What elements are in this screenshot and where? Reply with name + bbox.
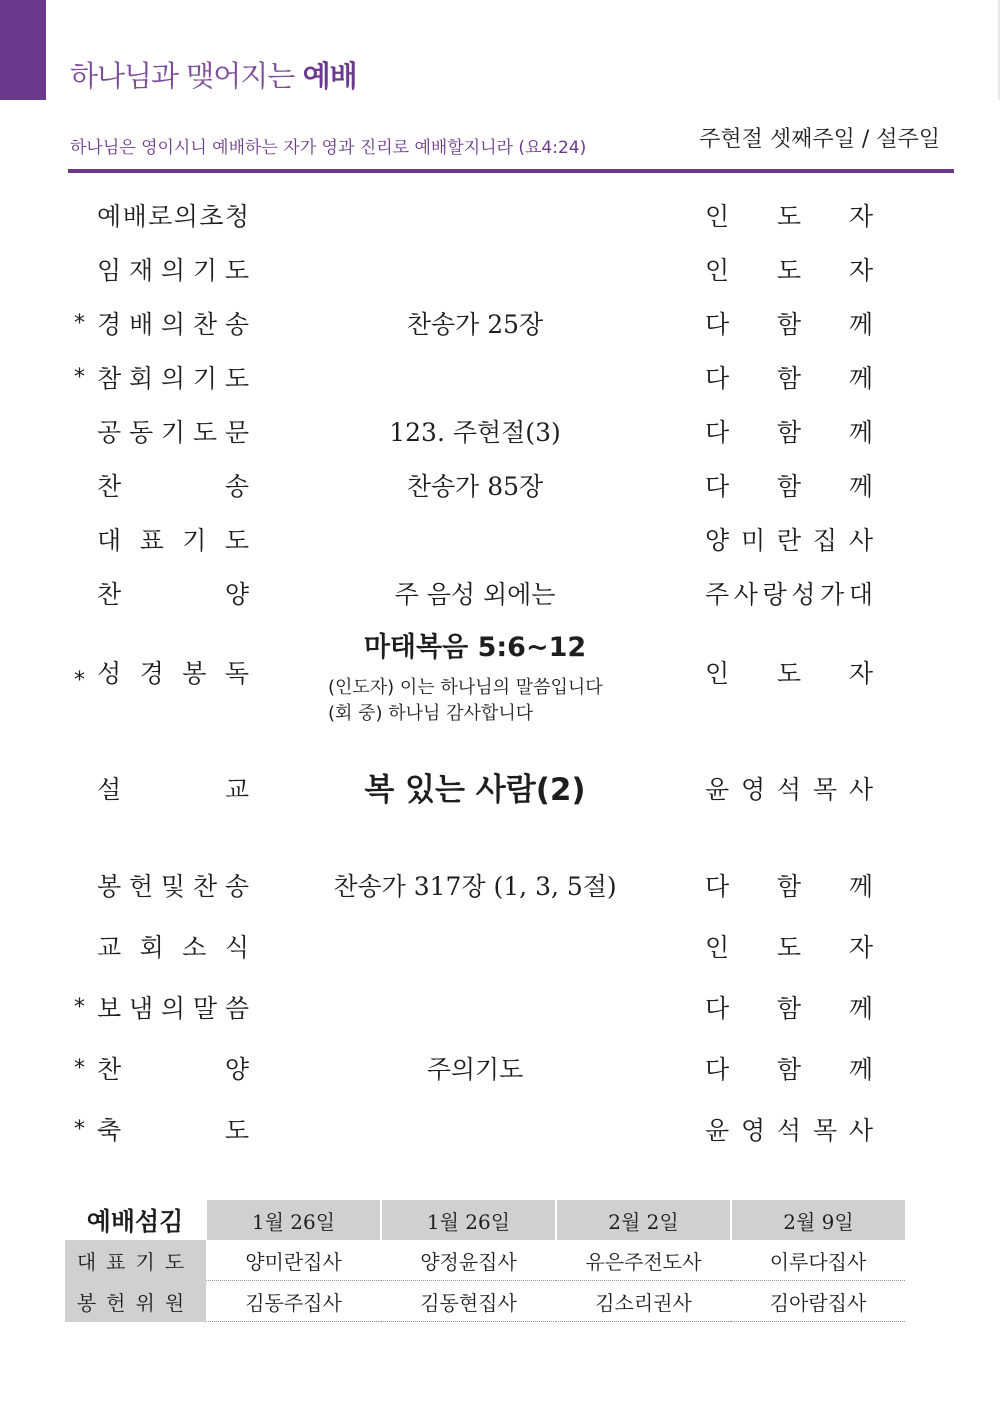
order-row xyxy=(0,359,1000,399)
order-row xyxy=(0,413,1000,453)
order-leader: 다 함 께 xyxy=(705,418,873,447)
order-leader: 주 사 랑 성 가 대 xyxy=(705,580,873,609)
order-leader: 인 도 자 xyxy=(705,202,873,231)
order-item-label: 성 경 봉 독 xyxy=(97,659,249,688)
sunday-label: 주현절 셋째주일 / 설주일 xyxy=(699,127,940,152)
order-content: 찬송가 317장 (1, 3, 5절) xyxy=(333,872,617,901)
order-content: 주 음성 외에는 xyxy=(394,580,556,609)
duty-date: 2월 2일 xyxy=(556,1200,731,1240)
order-row xyxy=(0,989,1000,1029)
order-row xyxy=(0,1050,1000,1090)
page-title xyxy=(70,54,357,95)
header-verse: 하나님은 영이시니 예배하는 자가 영과 진리로 예배할지니라 (요4:24) xyxy=(70,138,587,158)
order-item-label: 보 냄 의 말 씀 xyxy=(97,994,249,1023)
sermon-row xyxy=(0,770,1000,810)
order-leader: 다 함 께 xyxy=(705,872,873,901)
duty-cell: 양미란집사 xyxy=(206,1240,381,1281)
standing-mark: * xyxy=(74,311,85,336)
order-item-label: 찬 송 xyxy=(97,472,249,501)
standing-mark: * xyxy=(74,995,85,1020)
duty-cell: 이루다집사 xyxy=(731,1240,905,1281)
order-item-label: 찬 양 xyxy=(97,1055,249,1084)
order-leader: 양 미 란 집 사 xyxy=(705,526,873,555)
order-leader: 인 도 자 xyxy=(705,933,873,962)
order-leader: 다 함 께 xyxy=(705,472,873,501)
standing-mark: * xyxy=(74,1056,85,1081)
duty-row-label: 대표기도 xyxy=(65,1240,206,1281)
order-item-label: 찬 양 xyxy=(97,580,249,609)
order-leader: 다 함 께 xyxy=(705,994,873,1023)
duty-date: 1월 26일 xyxy=(206,1200,381,1240)
order-item-label: 축 도 xyxy=(97,1116,249,1145)
order-item-label: 예 배 로 의 초 청 xyxy=(97,202,249,231)
sermon-title: 복 있는 사람(2) xyxy=(364,772,586,808)
duty-cell: 김동주집사 xyxy=(206,1281,381,1322)
duty-table-title: 예배섬김 xyxy=(86,1207,184,1236)
duty-row-offering xyxy=(65,1281,905,1322)
order-leader: 윤 영 석 목 사 xyxy=(705,775,873,804)
order-row xyxy=(0,575,1000,615)
order-leader: 다 함 께 xyxy=(705,364,873,393)
standing-mark: * xyxy=(74,668,85,693)
order-row xyxy=(0,467,1000,507)
order-row xyxy=(0,305,1000,345)
order-content: 찬송가 85장 xyxy=(406,472,544,501)
bible-reading-row xyxy=(0,630,1000,730)
header-rule xyxy=(68,169,954,173)
duty-date-row xyxy=(65,1200,905,1240)
duty-cell: 김동현집사 xyxy=(381,1281,556,1322)
order-row xyxy=(0,521,1000,561)
title-prefix: 하나님과 맺어지는 xyxy=(70,59,295,93)
order-item-label: 봉 헌 및 찬 송 xyxy=(97,872,249,901)
response-leader: (인도자) 이는 하나님의 말씀입니다 xyxy=(328,677,603,698)
response-congregation: (회 중) 하나님 감사합니다 xyxy=(328,703,534,724)
order-leader: 윤 영 석 목 사 xyxy=(705,1116,873,1145)
standing-mark: * xyxy=(74,1117,85,1142)
order-item-label: 임 재 의 기 도 xyxy=(97,256,249,285)
duty-row-prayer xyxy=(65,1240,905,1281)
order-row xyxy=(0,867,1000,907)
order-leader: 인 도 자 xyxy=(705,659,873,688)
order-leader: 다 함 께 xyxy=(705,310,873,339)
order-row xyxy=(0,197,1000,237)
title-emphasis: 예배 xyxy=(302,59,357,93)
order-content: 주의기도 xyxy=(426,1055,524,1084)
duty-cell: 김소리권사 xyxy=(556,1281,731,1322)
duty-date: 2월 9일 xyxy=(731,1200,905,1240)
duty-cell: 김아람집사 xyxy=(731,1281,905,1322)
duty-table xyxy=(65,1200,905,1322)
corner-accent-bar xyxy=(0,0,46,100)
duty-date: 1월 26일 xyxy=(381,1200,556,1240)
standing-mark: * xyxy=(74,365,85,390)
duty-cell: 양정윤집사 xyxy=(381,1240,556,1281)
duty-row-label: 봉헌위원 xyxy=(65,1281,206,1322)
duty-cell: 유은주전도사 xyxy=(556,1240,731,1281)
order-leader: 다 함 께 xyxy=(705,1055,873,1084)
order-row xyxy=(0,928,1000,968)
order-item-label: 참 회 의 기 도 xyxy=(97,364,249,393)
order-content: 123. 주현절(3) xyxy=(389,418,561,447)
order-item-label: 교 회 소 식 xyxy=(97,933,249,962)
order-row xyxy=(0,251,1000,291)
order-item-label: 대 표 기 도 xyxy=(97,526,249,555)
order-item-label: 경 배 의 찬 송 xyxy=(97,310,249,339)
order-content: 찬송가 25장 xyxy=(406,310,544,339)
order-item-label: 공 동 기 도 문 xyxy=(97,418,249,447)
order-item-label: 설 교 xyxy=(97,775,249,804)
scripture-reference: 마태복음 5:6~12 xyxy=(363,632,587,663)
order-row xyxy=(0,1111,1000,1151)
order-leader: 인 도 자 xyxy=(705,256,873,285)
